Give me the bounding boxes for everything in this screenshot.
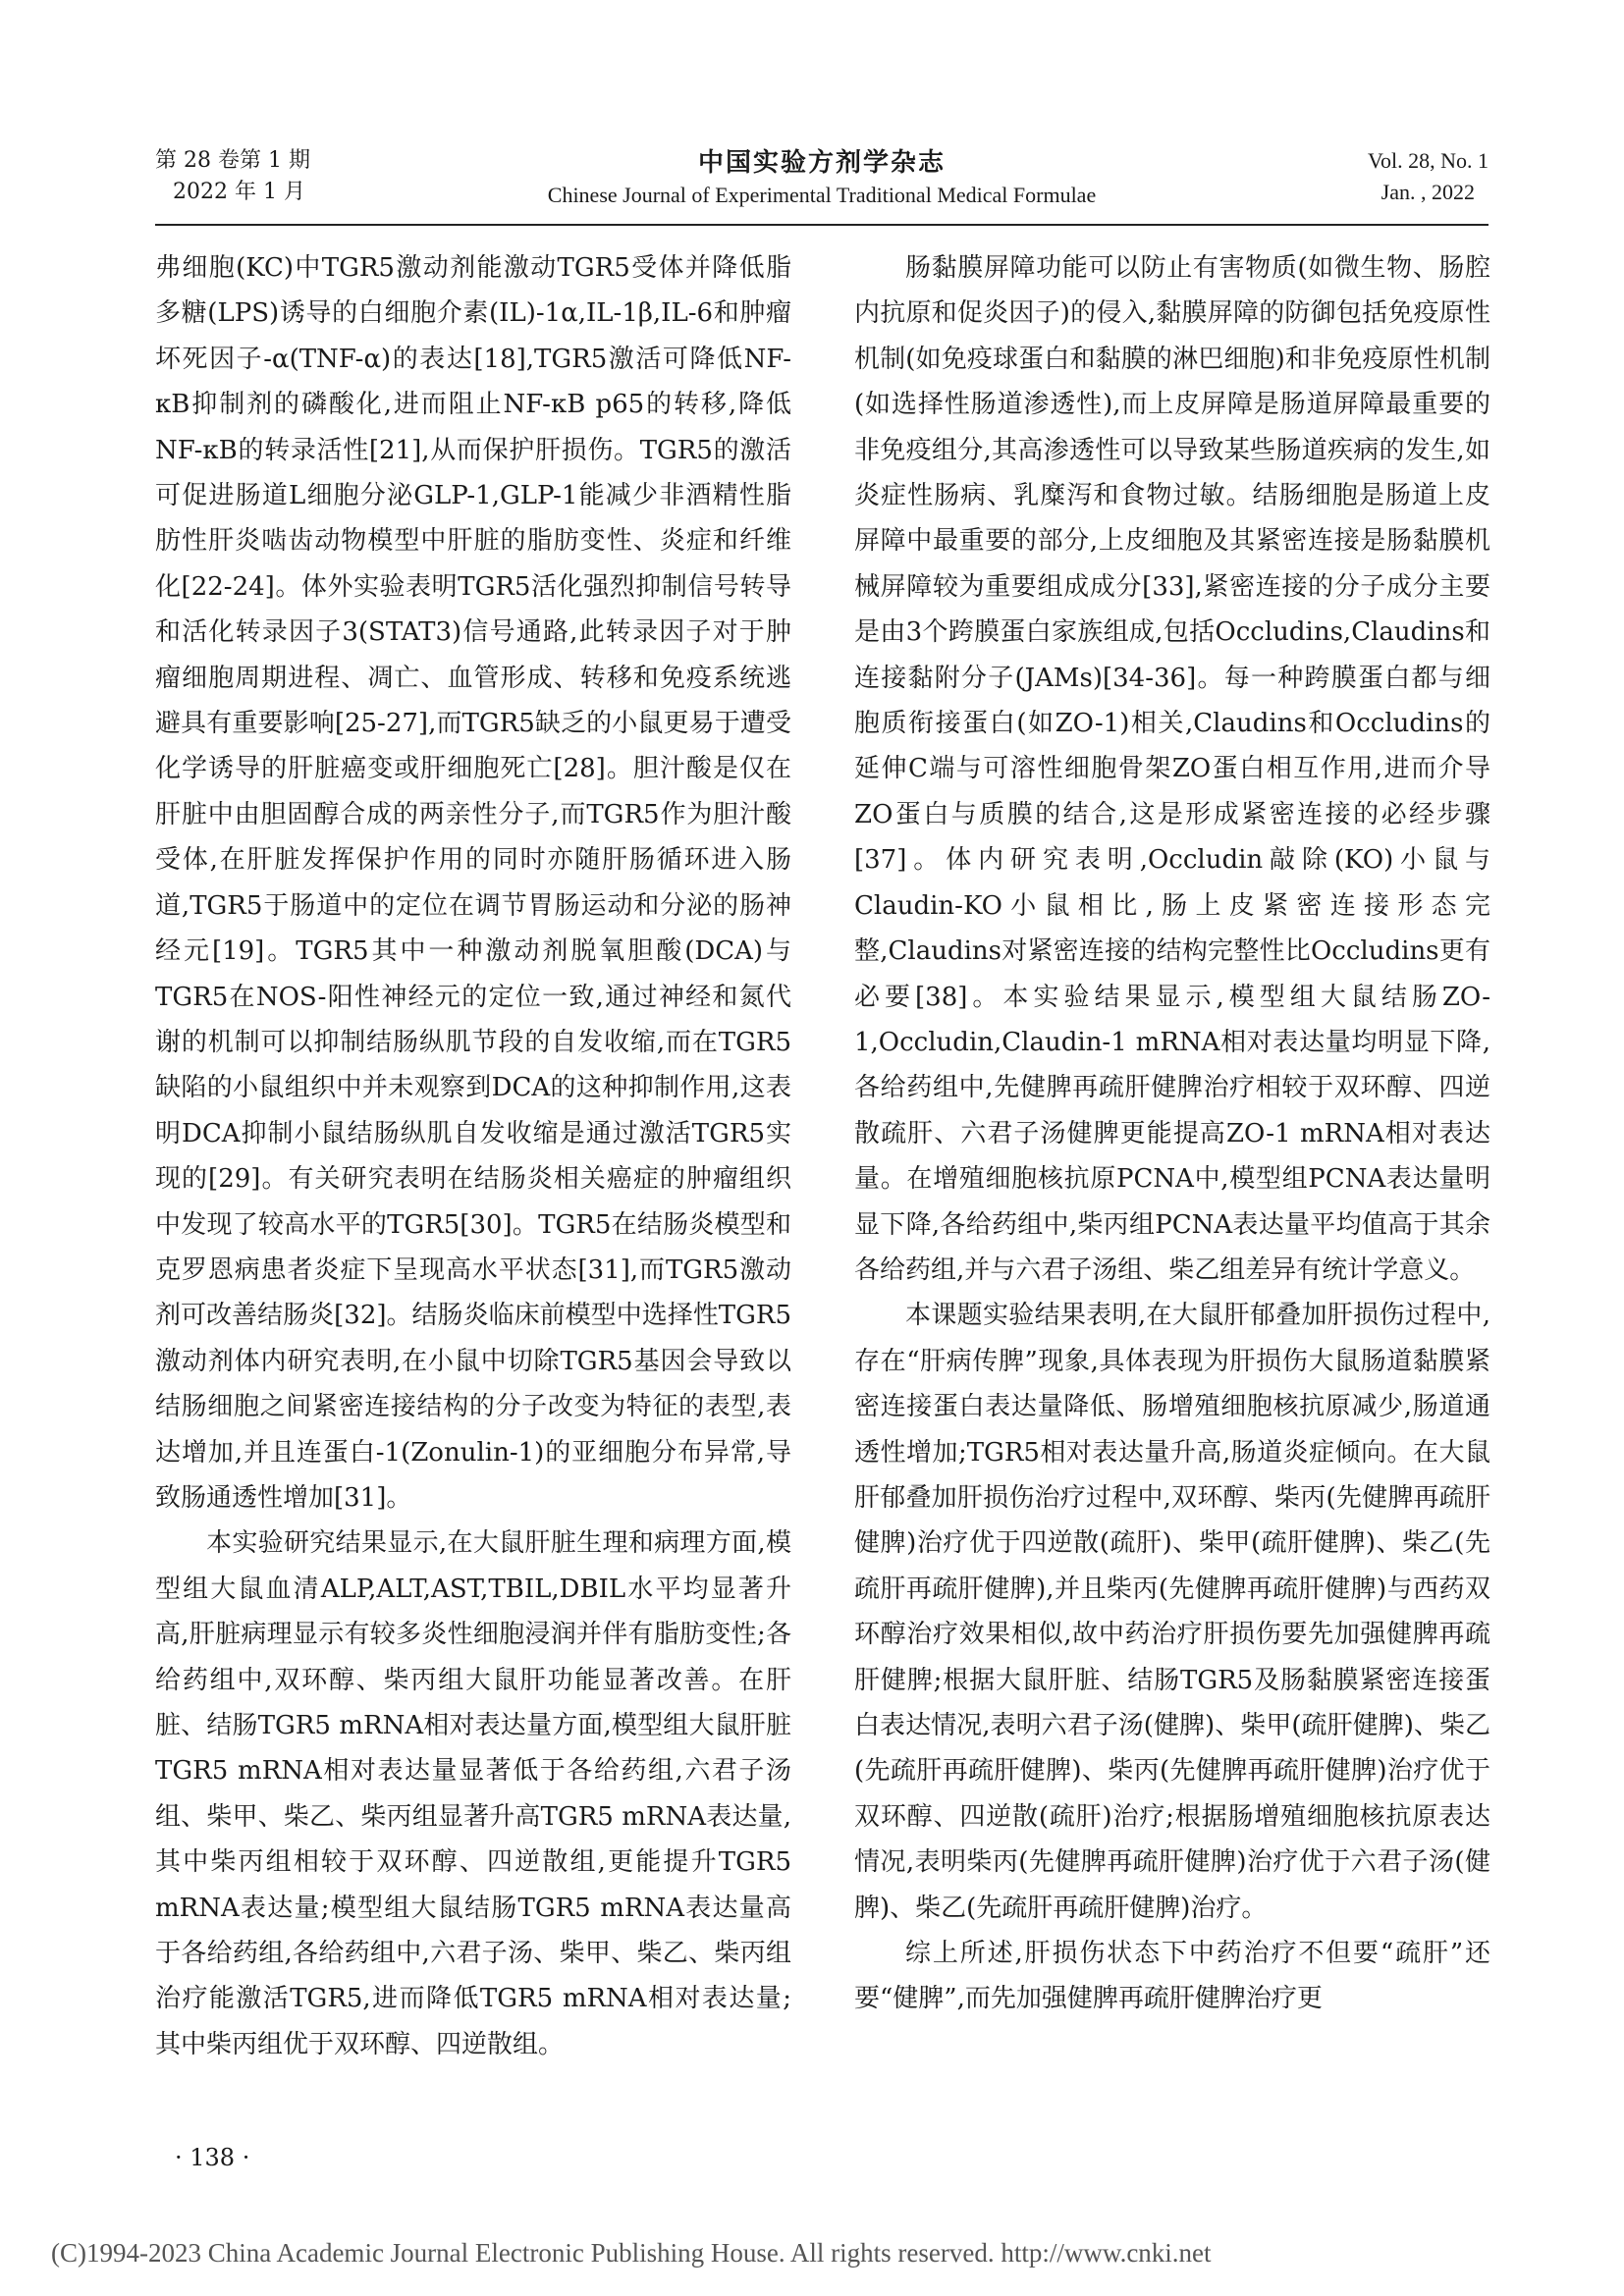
copyright-notice: (C)1994-2023 China Academic Journal Electronic Publishing House. All rights reserved. http://www.cnki.net xyxy=(51,2238,1212,2268)
volume-issue-en: Vol. 28, No. 1 xyxy=(1367,148,1489,173)
right-column xyxy=(854,245,1490,2130)
publication-date-cn: 2022 年 1 月 xyxy=(173,180,305,204)
publication-date-en: Jan. , 2022 xyxy=(1380,180,1475,204)
journal-title-cn: 中国实验方剂学杂志 xyxy=(697,148,946,178)
journal-title-en: Chinese Journal of Experimental Traditional Medical Formulae xyxy=(547,183,1097,207)
header-right xyxy=(1368,145,1489,208)
paragraph: 本课题实验结果表明,在大鼠肝郁叠加肝损伤过程中,存在“肝病传脾”现象,具体表现为肝损伤大鼠肠道黏膜紧密连接蛋白表达量降低、肠增殖细胞核抗原减少,肠道通透性增加;TGR5相对表达量升高,肠道炎症倾向。在大鼠肝郁叠加肝损伤治疗过程中,双环醇、柴丙(先健脾再疏肝健脾)治疗优于四逆散(疏肝)、柴甲(疏肝健脾)、柴乙(先疏肝再疏肝健脾),并且柴丙(先健脾再疏肝健脾)与西药双环醇治疗效果相似,故中药治疗肝损伤要先加强健脾再疏肝健脾;根据大鼠肝脏、结肠TGR5及肠黏膜紧密连接蛋白表达情况,表明六君子汤(健脾)、柴甲(疏肝健脾)、柴乙(先疏肝再疏肝健脾)、柴丙(先健脾再疏肝健脾)治疗优于双环醇、四逆散(疏肝)治疗;根据肠增殖细胞核抗原表达情况,表明柴丙(先健脾再疏肝健脾)治疗优于六君子汤(健脾)、柴乙(先疏肝再疏肝健脾)治疗。 xyxy=(854,1301,1490,1923)
paragraph: 本实验研究结果显示,在大鼠肝脏生理和病理方面,模型组大鼠血清ALP,ALT,AST,TBIL,DBIL水平均显著升高,肝脏病理显示有较多炎性细胞浸润并伴有脂肪变性;各给药组中,双环醇、柴丙组大鼠肝功能显著改善。在肝脏、结肠TGR5 mRNA相对表达量方面,模型组大鼠肝脏TGR5 mRNA相对表达量显著低于各给药组,六君子汤组、柴甲、柴乙、柴丙组显著升高TGR5 mRNA表达量,其中柴丙组相较于双环醇、四逆散组,更能提升TGR5 mRNA表达量;模型组大鼠结肠TGR5 mRNA表达量高于各给药组,各给药组中,六君子汤、柴甲、柴乙、柴丙组治疗能激活TGR5,进而降低TGR5 mRNA相对表达量;其中柴丙组优于双环醇、四逆散组。 xyxy=(155,1528,791,2059)
header-center xyxy=(155,145,1489,210)
paragraph: 综上所述,肝损伤状态下中药治疗不但要“疏肝”还要“健脾”,而先加强健脾再疏肝健脾治疗更 xyxy=(854,1939,1490,2014)
header-rule xyxy=(155,224,1489,226)
running-header xyxy=(155,145,1489,222)
paragraph: 弗细胞(KC)中TGR5激动剂能激动TGR5受体并降低脂多糖(LPS)诱导的白细胞介素(IL)-1α,IL-1β,IL-6和肿瘤坏死因子-α(TNF-α)的表达[18],TGR5激活可降低NF-κB抑制剂的磷酸化,进而阻止NF-κB p65的转移,降低NF-κB的转录活性[21],从而保护肝损伤。TGR5的激活可促进肠道L细胞分泌GLP-1,GLP-1能减少非酒精性脂肪性肝炎啮齿动物模型中肝脏的脂肪变性、炎症和纤维化[22-24]。体外实验表明TGR5活化强烈抑制信号转导和活化转录因子3(STAT3)信号通路,此转录因子对于肿瘤细胞周期进程、凋亡、血管形成、转移和免疫系统逃避具有重要影响[25-27],而TGR5缺乏的小鼠更易于遭受化学诱导的肝脏癌变或肝细胞死亡[28]。胆汁酸是仅在肝脏中由胆固醇合成的两亲性分子,而TGR5作为胆汁酸受体,在肝脏发挥保护作用的同时亦随肝肠循环进入肠道,TGR5于肠道中的定位在调节胃肠运动和分泌的肠神经元[19]。TGR5其中一种激动剂脱氧胆酸(DCA)与TGR5在NOS-阳性神经元的定位一致,通过神经和氮代谢的机制可以抑制结肠纵肌节段的自发收缩,而在TGR5缺陷的小鼠组织中并未观察到DCA的这种抑制作用,这表明DCA抑制小鼠结肠纵肌自发收缩是通过激活TGR5实现的[29]。有关研究表明在结肠炎相关癌症的肿瘤组织中发现了较高水平的TGR5[30]。TGR5在结肠炎模型和克罗恩病患者炎症下呈现高水平状态[31],而TGR5激动剂可改善结肠炎[32]。结肠炎临床前模型中选择性TGR5激动剂体内研究表明,在小鼠中切除TGR5基因会导致以结肠细胞之间紧密连接结构的分子改变为特征的表型,表达增加,并且连蛋白-1(Zonulin-1)的亚细胞分布异常,导致肠通透性增加[31]。 xyxy=(155,253,791,1513)
left-column xyxy=(155,245,791,2130)
volume-issue-cn: 第 28 卷第 1 期 xyxy=(155,148,310,173)
paragraph: 肠黏膜屏障功能可以防止有害物质(如微生物、肠腔内抗原和促炎因子)的侵入,黏膜屏障的防御包括免疫原性机制(如免疫球蛋白和黏膜的淋巴细胞)和非免疫原性机制(如选择性肠道渗透性),而上皮屏障是肠道屏障最重要的非免疫组分,其高渗透性可以导致某些肠道疾病的发生,如炎症性肠病、乳糜泻和食物过敏。结肠细胞是肠道上皮屏障中最重要的部分,上皮细胞及其紧密连接是肠黏膜机械屏障较为重要组成成分[33],紧密连接的分子成分主要是由3个跨膜蛋白家族组成,包括Occludins,Claudins和连接黏附分子(JAMs)[34-36]。每一种跨膜蛋白都与细胞质衔接蛋白(如ZO-1)相关,Claudins和Occludins的延伸C端与可溶性细胞骨架ZO蛋白相互作用,进而介导ZO蛋白与质膜的结合,这是形成紧密连接的必经步骤[37]。体内研究表明,Occludin敲除(KO)小鼠与Claudin-KO小鼠相比,肠上皮紧密连接形态完整,Claudins对紧密连接的结构完整性比Occludins更有必要[38]。本实验结果显示,模型组大鼠结肠ZO-1,Occludin,Claudin-1 mRNA相对表达量均明显下降,各给药组中,先健脾再疏肝健脾治疗相较于双环醇、四逆散疏肝、六君子汤健脾更能提高ZO-1 mRNA相对表达量。在增殖细胞核抗原PCNA中,模型组PCNA表达量明显下降,各给药组中,柴丙组PCNA表达量平均值高于其余各给药组,并与六君子汤组、柴乙组差异有统计学意义。 xyxy=(854,253,1490,1285)
page-number: · 138 · xyxy=(175,2144,250,2171)
